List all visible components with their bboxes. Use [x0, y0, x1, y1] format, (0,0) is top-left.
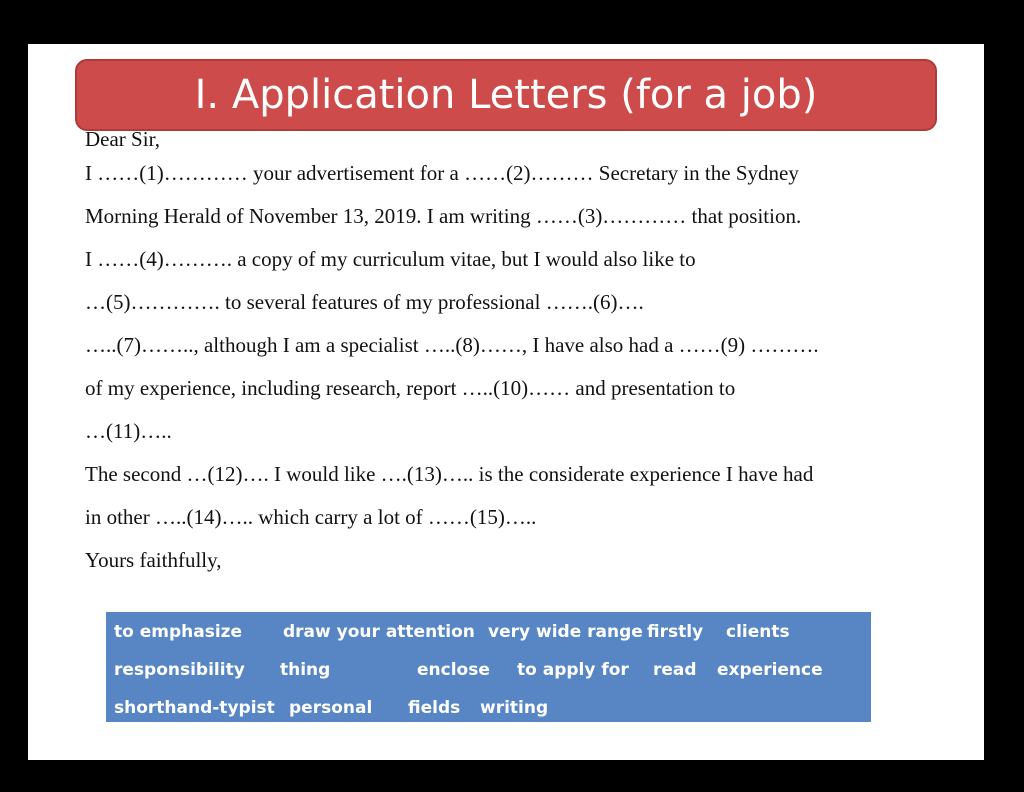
letter-line-8: The second …(12)…. I would like ….(13)….. is the considerate experience I have had [85, 462, 814, 486]
word-bank-item: very wide range [488, 622, 643, 642]
slide [28, 44, 984, 760]
letter-body [85, 126, 955, 582]
word-bank [106, 612, 871, 722]
word-bank-item: thing [280, 660, 331, 680]
letter-closing: Yours faithfully, [85, 548, 222, 572]
word-bank-item: fields [408, 698, 461, 718]
word-bank-item: to emphasize [114, 622, 243, 642]
letter-line-3: I ……(4)………. a copy of my curriculum vitae, but I would also like to [85, 247, 696, 271]
word-bank-item: read [653, 660, 697, 680]
letter-line-2: Morning Herald of November 13, 2019. I am writing ……(3)………… that position. [85, 204, 802, 228]
word-bank-item: responsibility [114, 660, 245, 680]
word-bank-item: experience [717, 660, 823, 680]
letter-line-7: …(11)….. [85, 419, 172, 443]
word-bank-item: shorthand-typist [114, 698, 275, 718]
letter-line-9: in other …..(14)….. which carry a lot of ……(15)….. [85, 505, 537, 529]
letter-salutation: Dear Sir, [85, 127, 160, 151]
word-bank-item: draw your attention [283, 622, 475, 642]
letter-line-6: of my experience, including research, report …..(10)…… and presentation to [85, 376, 736, 400]
page-title: I. Application Letters (for a job) [194, 72, 818, 118]
word-bank-item: enclose [417, 660, 490, 680]
title-banner [75, 59, 937, 131]
letter-line-1: I ……(1)………… your advertisement for a ……(2)……… Secretary in the Sydney [85, 161, 799, 185]
word-bank-item: firstly [647, 622, 704, 642]
letter-line-4: …(5)…………. to several features of my professional …….(6)…. [85, 290, 644, 314]
word-bank-item: to apply for [517, 660, 629, 680]
word-bank-item: clients [726, 622, 790, 642]
word-bank-item: writing [480, 698, 549, 718]
word-bank-item: personal [289, 698, 373, 718]
letter-line-5: …..(7)…….., although I am a specialist …..(8)……, I have also had a ……(9) ………. [85, 333, 819, 357]
